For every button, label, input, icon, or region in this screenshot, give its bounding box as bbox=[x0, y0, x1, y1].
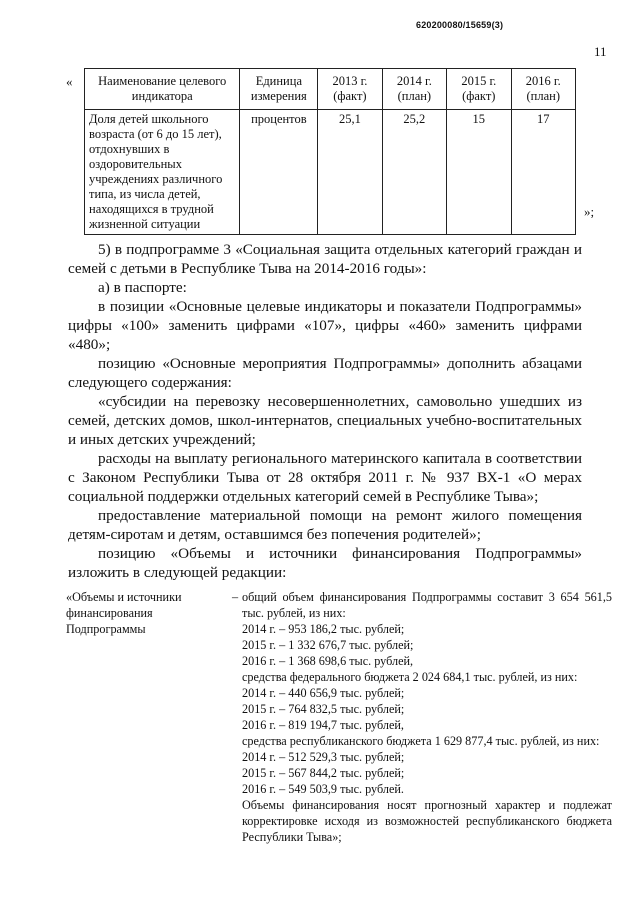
document-number: 620200080/15659(3) bbox=[416, 20, 504, 30]
paragraph: позицию «Объемы и источники финансирования Подпрограммы» изложить в следующей редакции: bbox=[68, 545, 582, 581]
paragraph: предоставление материальной помощи на ремонт жилого помещения детям-сиротам и детям, оставшимся без попечения родителей»; bbox=[68, 507, 582, 543]
paragraph: а) в паспорте: bbox=[98, 279, 187, 296]
cell-2015: 15 bbox=[447, 110, 511, 235]
paragraph: 5) в подпрограмме 3 «Социальная защита отдельных категорий граждан и семей с детьми в Республике Тыва на 2014-2016 годы»: bbox=[68, 241, 582, 277]
financing-details bbox=[242, 589, 612, 845]
paragraph: расходы на выплату регионального материнского капитала в соответствии с Законом Республики Тыва от 28 октября 2011 г. № 937 ВХ-1 «О мерах социальной поддержки отдельных категорий семей в Республике Тыва»; bbox=[68, 450, 582, 505]
cell-2016: 17 bbox=[511, 110, 575, 235]
financing-line: средства федерального бюджета 2 024 684,1 тыс. рублей, из них: bbox=[242, 670, 578, 684]
page-number: 11 bbox=[594, 44, 607, 59]
cell-indicator-name: Доля детей школьного возраста (от 6 до 15 лет), отдохнувших в оздоровительных учреждениях различного типа, из числа детей, находящихся в трудной жизненной ситуации bbox=[85, 110, 240, 235]
paragraph: «субсидии на перевозку несовершеннолетних, самовольно ушедших из семей, детских домов, школ-интернатов, специальных учебно-воспитательных и иных детских учреждений; bbox=[68, 393, 582, 448]
header-unit: Единица измерения bbox=[240, 69, 318, 110]
financing-line: 2016 г. – 819 194,7 тыс. рублей, bbox=[242, 718, 404, 732]
header-2013: 2013 г. (факт) bbox=[318, 69, 382, 110]
header-2015: 2015 г. (факт) bbox=[447, 69, 511, 110]
target-indicator-table bbox=[84, 68, 576, 235]
table-close-quote: »; bbox=[584, 204, 595, 219]
financing-line: 2014 г. – 512 529,3 тыс. рублей; bbox=[242, 750, 405, 764]
header-2014: 2014 г. (план) bbox=[382, 69, 446, 110]
table-header-row bbox=[85, 69, 576, 110]
financing-line: средства республиканского бюджета 1 629 877,4 тыс. рублей, из них: bbox=[242, 734, 600, 748]
financing-line: 2015 г. – 567 844,2 тыс. рублей; bbox=[242, 766, 405, 780]
paragraph: в позиции «Основные целевые индикаторы и показатели Подпрограммы» цифры «100» заменить цифрами «107», цифры «460» заменить цифрами «480»; bbox=[68, 298, 582, 353]
financing-dash: – bbox=[232, 590, 239, 604]
financing-line: 2016 г. – 549 503,9 тыс. рублей. bbox=[242, 782, 404, 796]
header-indicator-name: Наименование целевого индикатора bbox=[85, 69, 240, 110]
financing-line: 2014 г. – 953 186,2 тыс. рублей; bbox=[242, 622, 405, 636]
financing-line: Объемы финансирования носят прогнозный характер и подлежат корректировке исходя из возможностей республиканского бюджета Республики Тыва»; bbox=[242, 798, 612, 844]
financing-label: «Объемы и источники финансирования Подпрограммы bbox=[66, 590, 182, 636]
table-row bbox=[85, 110, 576, 235]
cell-unit: процентов bbox=[240, 110, 318, 235]
financing-line: общий объем финансирования Подпрограммы составит 3 654 561,5 тыс. рублей, из них: bbox=[242, 590, 612, 620]
financing-line: 2015 г. – 1 332 676,7 тыс. рублей; bbox=[242, 638, 414, 652]
paragraph: позицию «Основные мероприятия Подпрограммы» дополнить абзацами следующего содержания: bbox=[68, 355, 582, 391]
cell-2013: 25,1 bbox=[318, 110, 382, 235]
financing-line: 2016 г. – 1 368 698,6 тыс. рублей, bbox=[242, 654, 414, 668]
table-open-quote: « bbox=[66, 74, 73, 89]
financing-line: 2015 г. – 764 832,5 тыс. рублей; bbox=[242, 702, 405, 716]
cell-2014: 25,2 bbox=[382, 110, 446, 235]
body-text bbox=[68, 240, 582, 582]
financing-line: 2014 г. – 440 656,9 тыс. рублей; bbox=[242, 686, 405, 700]
header-2016: 2016 г. (план) bbox=[511, 69, 575, 110]
